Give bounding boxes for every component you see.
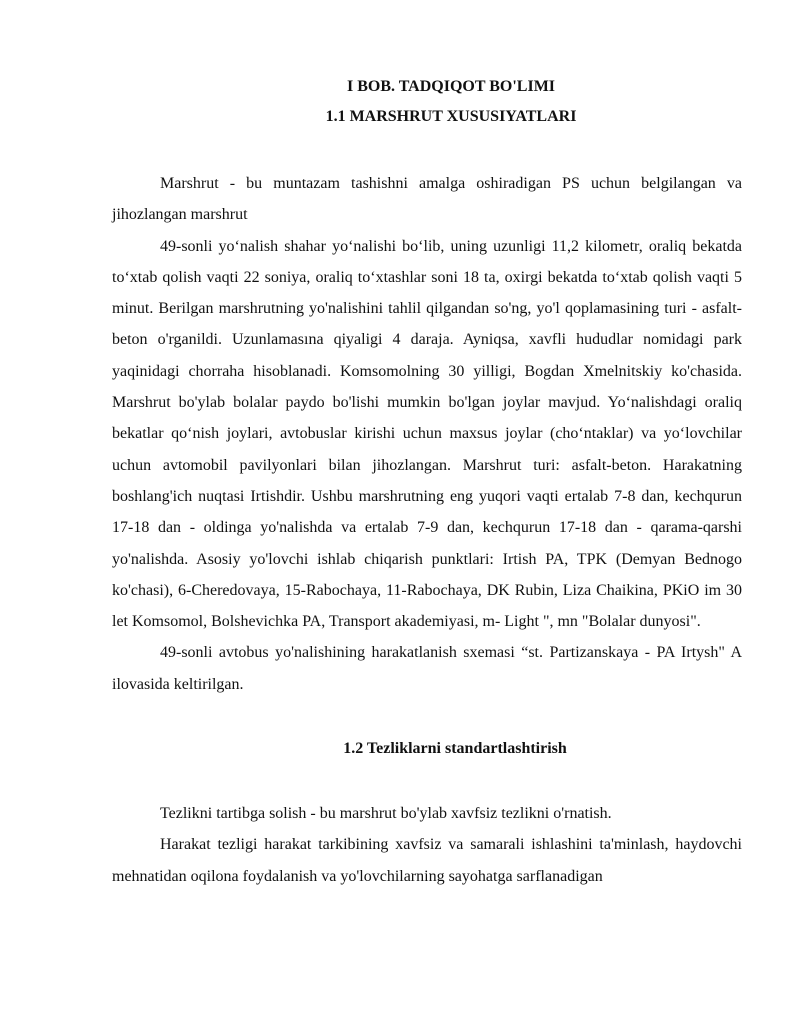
paragraph-route-definition: Marshrut - bu muntazam tashishni amalga oshiradigan PS uchun belgilangan va jihozlangan marshrut <box>112 175 742 224</box>
spacer <box>112 700 742 734</box>
spacer <box>112 132 742 168</box>
paragraph-route-49-description: 49-sonli yo‘nalish shahar yo‘nalishi bo‘lib, uning uzunligi 11,2 kilometr, oraliq bekatda to‘xtab qolish vaqti 22 soniya, oraliq to‘xtashlar soni 18 ta, oxirgi bekatda to‘xtab qolish vaqti 5 minut. Berilgan marshrutning yo'nalishini tahlil qilgandan so'ng, yo'l qoplamasining turi - asfalt-beton o'rganildi. Uzunlamasına qiyaligi 4 daraja. Ayniqsa, xavfli hududlar nomidagi park yaqinidagi chorraha hisoblanadi. Komsomolning 30 yilligi, Bogdan Xmelnitskiy ko'chasida. Marshrut bo'ylab bolalar paydo bo'lishi mumkin bo'lgan joylar mavjud. Yo‘nalishdagi oraliq bekatlar qo‘nish joylari, avtobuslar kirishi uchun maxsus joylar (cho‘ntaklar) va yo‘lovchilar uchun avtomobil pavilyonlari bilan jihozlangan. Marshrut turi: asfalt-beton. Harakatning boshlang'ich nuqtasi Irtishdir. Ushbu marshrutning eng yuqori vaqti ertalab 7-8 dan, kechqurun 17-18 dan - oldinga yo'nalishda va ertalab 7-9 dan, kechqurun 17-18 dan - qarama-qarshi yo'nalishda. Asosiy yo'lovchi ishlab chiqarish punktlari: Irtish PA, TPK (Demyan Bednogo ko'chasi), 6-Cheredovaya, 15-Rabochaya, 11-Rabochaya, DK Rubin, Liza Chaikina, PKiO im 30 let Komsomol, Bolshevichka PA, Transport akademiyasi, m- Light ", mn "Bolalar dunyosi". <box>112 237 742 631</box>
paragraph-route-scheme: 49-sonli avtobus yo'nalishining harakatlanish sxemasi “st. Partizanskaya - PA Irtysh" A ilovasida keltirilgan. <box>112 644 742 693</box>
chapter-title: I BOB. TADQIQOT BO'LIMI <box>346 78 556 95</box>
document-page <box>112 72 742 892</box>
spacer <box>112 764 742 798</box>
section-title-1-2: 1.2 Tezliklarni standartlashtirish <box>343 740 567 758</box>
paragraph-speed-regulation: Tezlikni tartibga solish - bu marshrut bo'ylab xavfsiz tezlikni o'rnatish. <box>160 805 612 823</box>
paragraph-movement-speed: Harakat tezligi harakat tarkibining xavfsiz va samarali ishlashini ta'minlash, haydovchi mehnatidan oqilona foydalanish va yo'lovchilarning sayohatga sarflanadigan <box>112 836 742 885</box>
section-title-1-1: 1.1 MARSHRUT XUSUSIYATLARI <box>325 108 577 125</box>
